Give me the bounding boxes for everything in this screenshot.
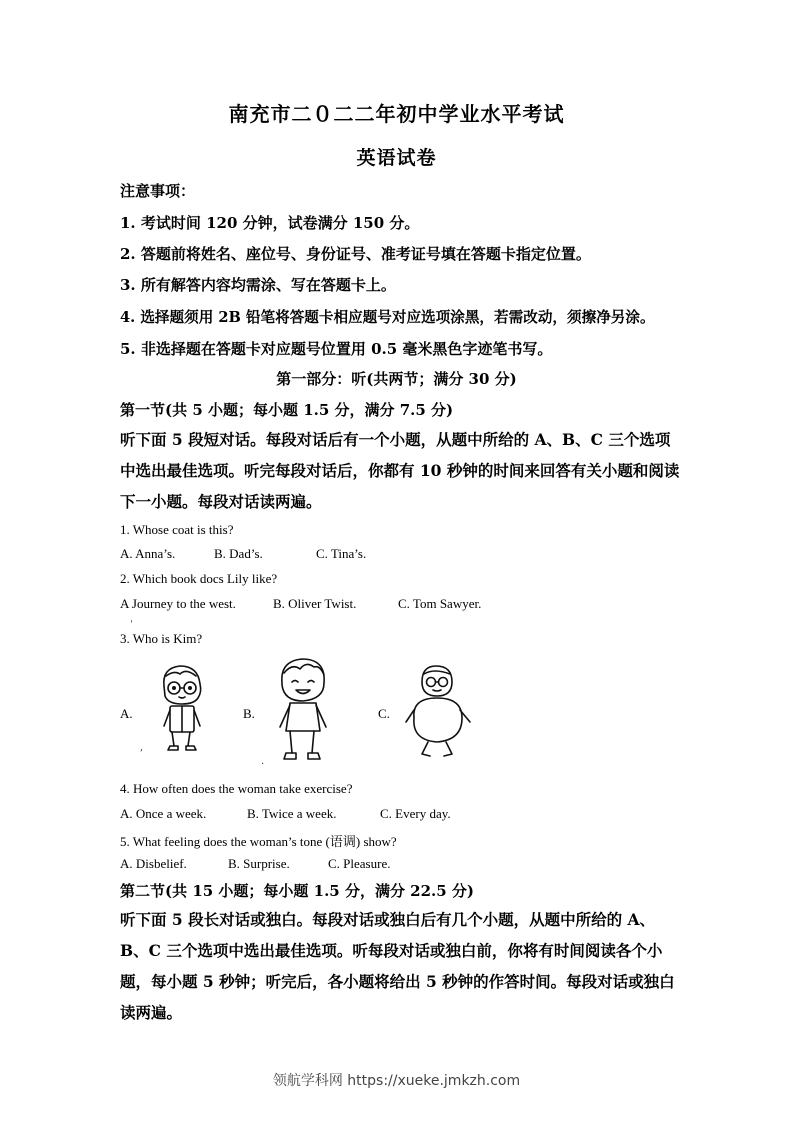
notice-item-5: 5. 非选择题在答题卡对应题号位置用 0.5 毫米黑色字迹笔书写。 [120, 340, 553, 358]
q3-option-a: A. [120, 706, 133, 721]
boy-with-glasses-icon [150, 660, 215, 760]
question-3: 3. Who is Kim? [120, 631, 203, 646]
q1-option-a: A. Anna’s. [120, 546, 176, 561]
q5-option-b: B. Surprise. [228, 856, 290, 871]
question-4: 4. How often does the woman take exercise? [120, 781, 353, 796]
exam-subtitle: 英语试卷 [356, 147, 437, 169]
notice-heading: 注意事项： [120, 182, 196, 200]
notice-item-3: 3. 所有解答内容均需涂、写在答题卡上。 [120, 276, 396, 294]
footer-watermark: 领航学科网 https://xueke.jmkzh.com [272, 1073, 521, 1089]
part1-heading: 第一部分：听(共两节；满分 30 分) [276, 370, 517, 388]
scan-mark: , [140, 742, 144, 753]
section2-heading: 第二节(共 15 小题；每小题 1.5 分，满分 22.5 分) [120, 882, 475, 900]
notice-item-2: 2. 答题前将姓名、座位号、身份证号、准考证号填在答题卡指定位置。 [120, 245, 591, 263]
notice-item-1: 1. 考试时间 120 分钟，试卷满分 150 分。 [120, 214, 420, 232]
q2-option-c: C. Tom Sawyer. [398, 596, 482, 611]
q5-option-a: A. Disbelief. [120, 856, 187, 871]
scan-mark: . [261, 756, 265, 767]
q3-option-b: B. [243, 706, 255, 721]
section2-instructions: 听下面 5 段长对话或独白。每段对话或独白后有几个小题，从题中所给的 A、B、C 三个选项中选出最佳选项。听每段对话或独白前，你将有时间阅读各个小题，每小题 5 秒钟；听完后，各小题将给出 5 秒钟的作答时间。每段对话或独白读两遍。 [120, 910, 675, 1022]
q4-option-b: B. Twice a week. [247, 806, 337, 821]
q4-option-c: C. Every day. [380, 806, 451, 821]
q5-option-c: C. Pleasure. [328, 856, 391, 871]
q2-option-b: B. Oliver Twist. [273, 596, 357, 611]
section1-heading: 第一节(共 5 小题；每小题 1.5 分，满分 7.5 分) [120, 401, 454, 419]
q1-option-c: C. Tina’s. [316, 546, 367, 561]
scan-mark: ˌ [130, 613, 133, 624]
q3-option-c: C. [378, 706, 390, 721]
question-2: 2. Which book docs Lily like? [120, 571, 278, 586]
question-5: 5. What feeling does the woman’s tone (语调) show? [120, 834, 397, 849]
round-figure-icon [400, 660, 475, 762]
question-1: 1. Whose coat is this? [120, 522, 234, 537]
q4-option-a: A. Once a week. [120, 806, 207, 821]
exam-title: 南充市二０二二年初中学业水平考试 [228, 102, 565, 126]
section1-instructions: 听下面 5 段短对话。每段对话后有一个小题，从题中所给的 A、B、C 三个选项中选出最佳选项。听完每段对话后，你都有 10 秒钟的时间来回答有关小题和阅读下一小题。每段对话读两遍。 [120, 430, 680, 511]
notice-item-4: 4. 选择题须用 2B 铅笔将答题卡相应题号对应选项涂黑，若需改动，须擦净另涂。 [120, 309, 655, 326]
q1-option-b: B. Dad’s. [214, 546, 263, 561]
q2-option-a: A Journey to the west. [120, 596, 236, 611]
smiling-boy-icon [272, 655, 334, 767]
